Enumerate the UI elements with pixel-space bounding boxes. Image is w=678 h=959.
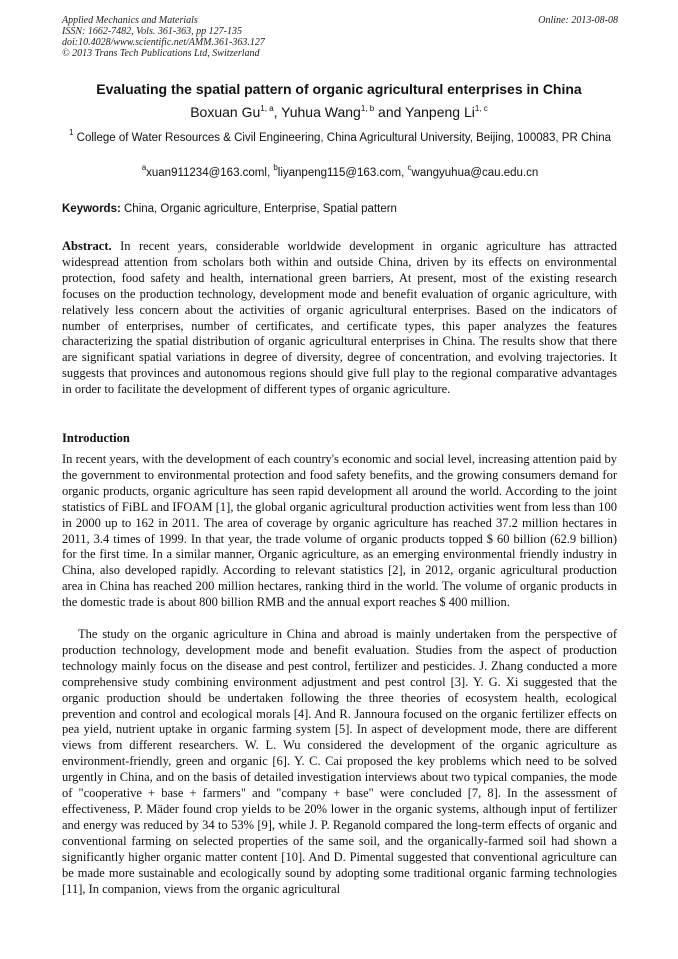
author-name: Yuhua Wang [281, 104, 361, 120]
journal-doi: doi:10.4028/www.scientific.net/AMM.361-363.127 [62, 37, 265, 48]
affiliation-mark: 1 [68, 128, 74, 137]
author-affil-mark: 1, b [360, 104, 375, 113]
email-mark: a [141, 163, 147, 172]
email-separator: , [401, 167, 408, 179]
email-mark: b [273, 163, 278, 172]
author-affil-mark: 1, c [474, 104, 488, 113]
author-list [40, 103, 638, 121]
body-paragraph: The study on the organic agriculture in China and abroad is mainly undertaken from the perspective of production technology, development mode and benefit evaluation. Studies from the aspect of production technology mainly focus on the disease and pest control, fertilizer and pesticides. J. Zhang conducted a more comprehensive study combining environment adjustment and pest control [3]. Y. G. Xi suggested that the organic production should be undertaken following the three theories of ecosystem health, ecological prevention and control and ecological morals [4]. And R. Jannoura focused on the organic fertilizer effects on pea yield, nutrient uptake in organic farming system [5]. In aspect of development mode, there are different views from different researchers. W. L. Wu considered the development of the organic agriculture as environment-friendly, green and organic [6]. Y. C. Cai proposed the key problems which need to be solved urgently in China, and on the basis of detailed investigation interviews about two typical companies, the mode of "cooperative + base + farmers" and "company + base" were concluded [7, 8]. In the assessment of effectiveness, P. Mäder found crop yields to be 20% lower in the organic systems, although input of fertilizer and energy was reduced by 34 to 53% [9], while J. P. Reganold compared the long-term effects of organic and conventional farming on selected properties of the same soil, and the organically-farmed soil had shown a significantly higher organic matter content [10]. And D. Pimental suggested that conventional agriculture can be made more sustainable and ecologically sound by adopting some traditional organic farming technologies [11], In companion, views from the organic agricultural [62, 627, 617, 896]
affiliation [62, 128, 618, 146]
affiliation-text: College of Water Resources & Civil Engineering, China Agricultural University, Beijing, 100083, PR China [76, 132, 612, 144]
abstract [62, 239, 617, 398]
author-separator: , [273, 104, 282, 120]
email-mark: c [407, 163, 412, 172]
online-date: Online: 2013-08-08 [538, 15, 618, 26]
author-name: Boxuan Gu [190, 104, 261, 120]
author-name: Yanpeng Li [405, 104, 475, 120]
abstract-text: In recent years, considerable worldwide development in organic agriculture has attracted widespread attention from scholars both within and outside China, driven by its effects on environmental protection, food safety and health, international green barriers, At present, most of the existing research focuses on the production technology, development mode and benefit evaluation of organic agriculture, with relatively less concern about the activities of organic agricultural enterprises. Based on the indicators of number of enterprises, number of certificates, and certificate types, this paper analyzes the features characterizing the spatial distribution of organic agricultural enterprises in China. The results show that there are significant spatial variations in degree of diversity, degree of concentration, and evolving trajectories. It suggests that provinces and autonomous regions should give full play to the regional comparative advantages in order to facilitate the development of different types of organic agriculture. [62, 239, 618, 397]
keywords-text: China, Organic agriculture, Enterprise, Spatial pattern [124, 203, 397, 215]
email-list [62, 163, 618, 181]
abstract-label: Abstract. [62, 239, 112, 253]
email-address[interactable]: wangyuhua@cau.edu.cn [411, 167, 539, 179]
keywords-label: Keywords: [62, 203, 121, 215]
author-affil-mark: 1, a [260, 104, 274, 113]
body-paragraph: In recent years, with the development of each country's economic and social level, increasing attention paid by the government to environmental protection and food safety benefits, and the growing consumers demand for organic products, organic agriculture has seen rapid development all around the world. According to the joint statistics of FiBL and IFOAM [1], the global organic agricultural production activities went from less than 100 in 2000 up to 162 in 2011. The area of coverage by organic agriculture has reached 37.2 million hectares in 2011, 3.4 times of 1999. In that year, the trade volume of organic products topped $ 60 billion (62.9 billion) for the first time. In a similar manner, Organic agriculture, as an emerging environmental friendly industry in China, also developed rapidly. According to relevant statistics [2], in 2012, organic agricultural production area in China has reached 200 million hectares, ranking third in the world. The volume of organic products in the domestic trade is about 800 billion RMB and the annual export reaches $ 400 million. [62, 452, 617, 610]
section-heading-introduction: Introduction [62, 431, 130, 445]
journal-copyright: © 2013 Trans Tech Publications Ltd, Switzerland [62, 48, 260, 59]
email-address[interactable]: liyanpeng115@163.com [277, 167, 402, 179]
paper-title: Evaluating the spatial pattern of organic agricultural enterprises in China [96, 81, 582, 97]
journal-issn: ISSN: 1662-7482, Vols. 361-363, pp 127-135 [62, 26, 242, 37]
author-separator: and [374, 104, 406, 120]
email-separator: , [266, 167, 274, 179]
journal-name: Applied Mechanics and Materials [62, 15, 198, 26]
keywords [62, 202, 618, 217]
email-address[interactable]: xuan911234@163.coml [146, 167, 267, 179]
journal-header [62, 15, 618, 59]
